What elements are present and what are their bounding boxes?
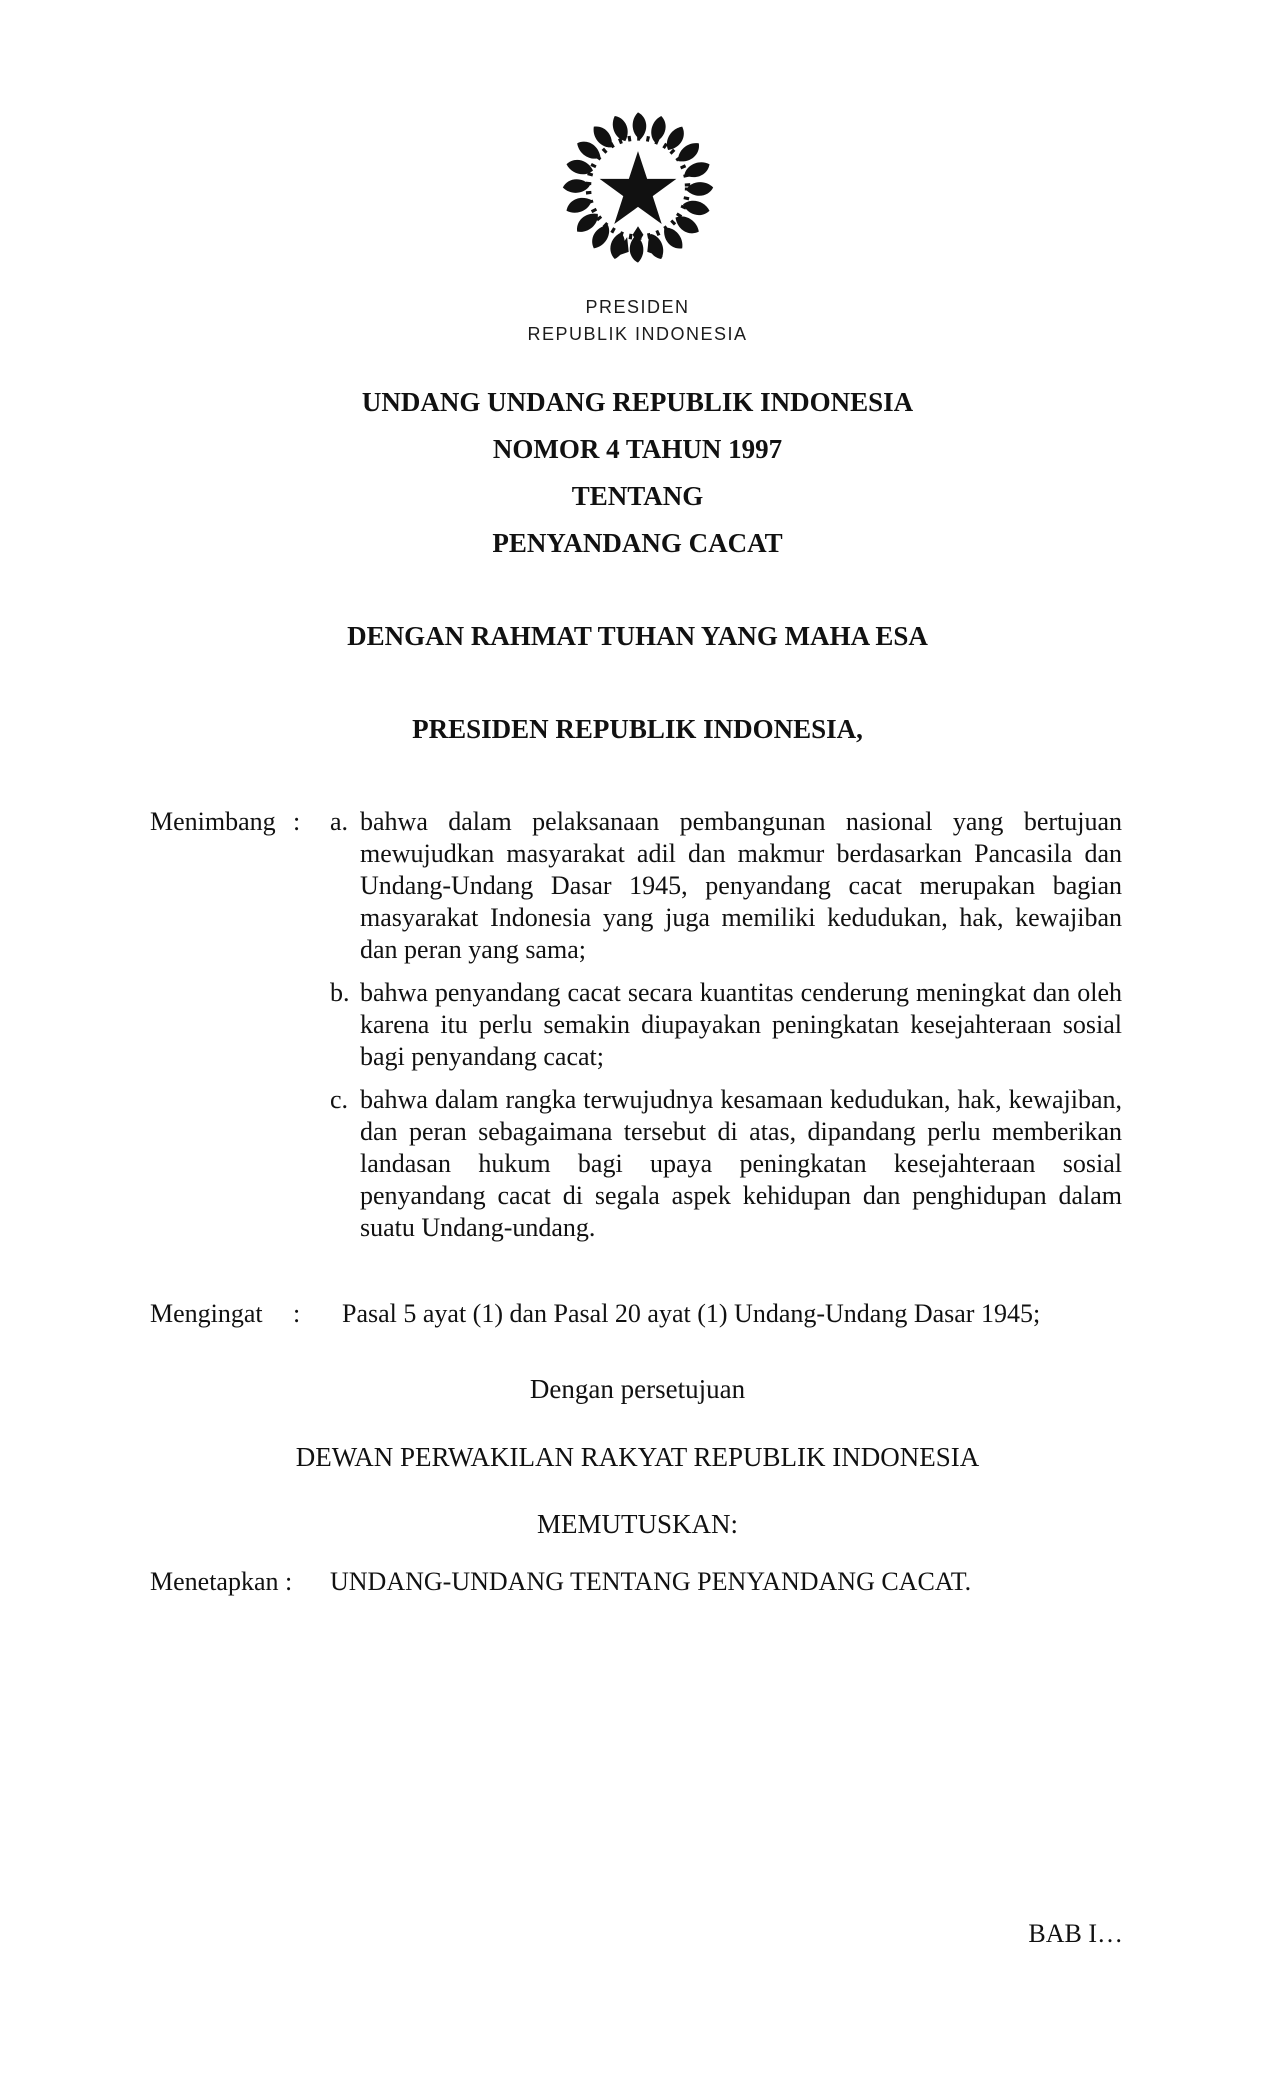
consideration-item-c [330, 1084, 1122, 1244]
title-line-4: PENYANDANG CACAT [492, 528, 783, 558]
legal-basis-label: Mengingat [150, 1299, 263, 1328]
item-text: bahwa penyandang cacat secara kuantitas cenderung meningkat dan oleh karena itu perlu semakin diupayakan peningkatan kesejahteraan sosial bagi penyandang cacat; [360, 978, 1122, 1071]
consideration-item-a [330, 806, 1122, 966]
legal-basis-colon: : [293, 1299, 301, 1328]
title-line-1: UNDANG UNDANG REPUBLIK INDONESIA [361, 387, 914, 417]
title-line-2: NOMOR 4 TAHUN 1997 [492, 434, 783, 464]
enactment-text: UNDANG-UNDANG TENTANG PENYANDANG CACAT. [330, 1567, 972, 1596]
considerations-section [150, 806, 1122, 1244]
seal-caption-line2: REPUBLIK INDONESIA [527, 324, 748, 344]
item-text: bahwa dalam pelaksanaan pembangunan nasional yang bertujuan mewujudkan masyarakat adil dan makmur berdasarkan Pancasila dan Undang-Undang Dasar 1945, penyandang cacat merupakan bagian masyarakat Indonesia yang juga memiliki kedudukan, hak, kewajiban dan peran yang sama; [360, 807, 1122, 964]
considerations-body [330, 806, 1122, 1244]
enactment-section [150, 1566, 1122, 1598]
item-marker: b. [330, 978, 350, 1007]
item-marker: c. [330, 1085, 349, 1114]
title-line-3: TENTANG [571, 481, 704, 511]
considerations-label: Menimbang [150, 807, 276, 836]
decision-line: MEMUTUSKAN: [536, 1509, 738, 1539]
legal-basis-section [150, 1298, 1122, 1330]
item-marker: a. [330, 807, 349, 836]
invocation-line: DENGAN RAHMAT TUHAN YANG MAHA ESA [347, 621, 928, 651]
enactment-label: Menetapkan : [150, 1567, 293, 1596]
presidential-seal [0, 110, 1275, 348]
issuer-line: PRESIDEN REPUBLIK INDONESIA, [412, 714, 863, 744]
continuation-mark: BAB I… [1028, 1919, 1123, 1948]
seal-caption [0, 294, 1275, 348]
item-text: bahwa dalam rangka terwujudnya kesamaan kedudukan, hak, kewajiban, dan peran sebagaimana tersebut di atas, dipandang perlu memberikan landasan hukum bagi upaya peningkatan kesejahteraan sosial penyandang cacat di segala aspek kehidupan dan penghidupan dalam suatu Undang-undang. [360, 1085, 1122, 1242]
agreement-line: Dengan persetujuan [529, 1374, 746, 1404]
considerations-colon: : [293, 807, 301, 836]
document-title [0, 379, 1275, 567]
consideration-item-b [330, 977, 1122, 1073]
legal-basis-text: Pasal 5 ayat (1) dan Pasal 20 ayat (1) Undang-Undang Dasar 1945; [342, 1299, 1041, 1328]
assembly-line: DEWAN PERWAKILAN RAKYAT REPUBLIK INDONESIA [295, 1442, 980, 1472]
seal-caption-line1: PRESIDEN [585, 297, 690, 317]
star-wreath-icon [557, 110, 719, 265]
